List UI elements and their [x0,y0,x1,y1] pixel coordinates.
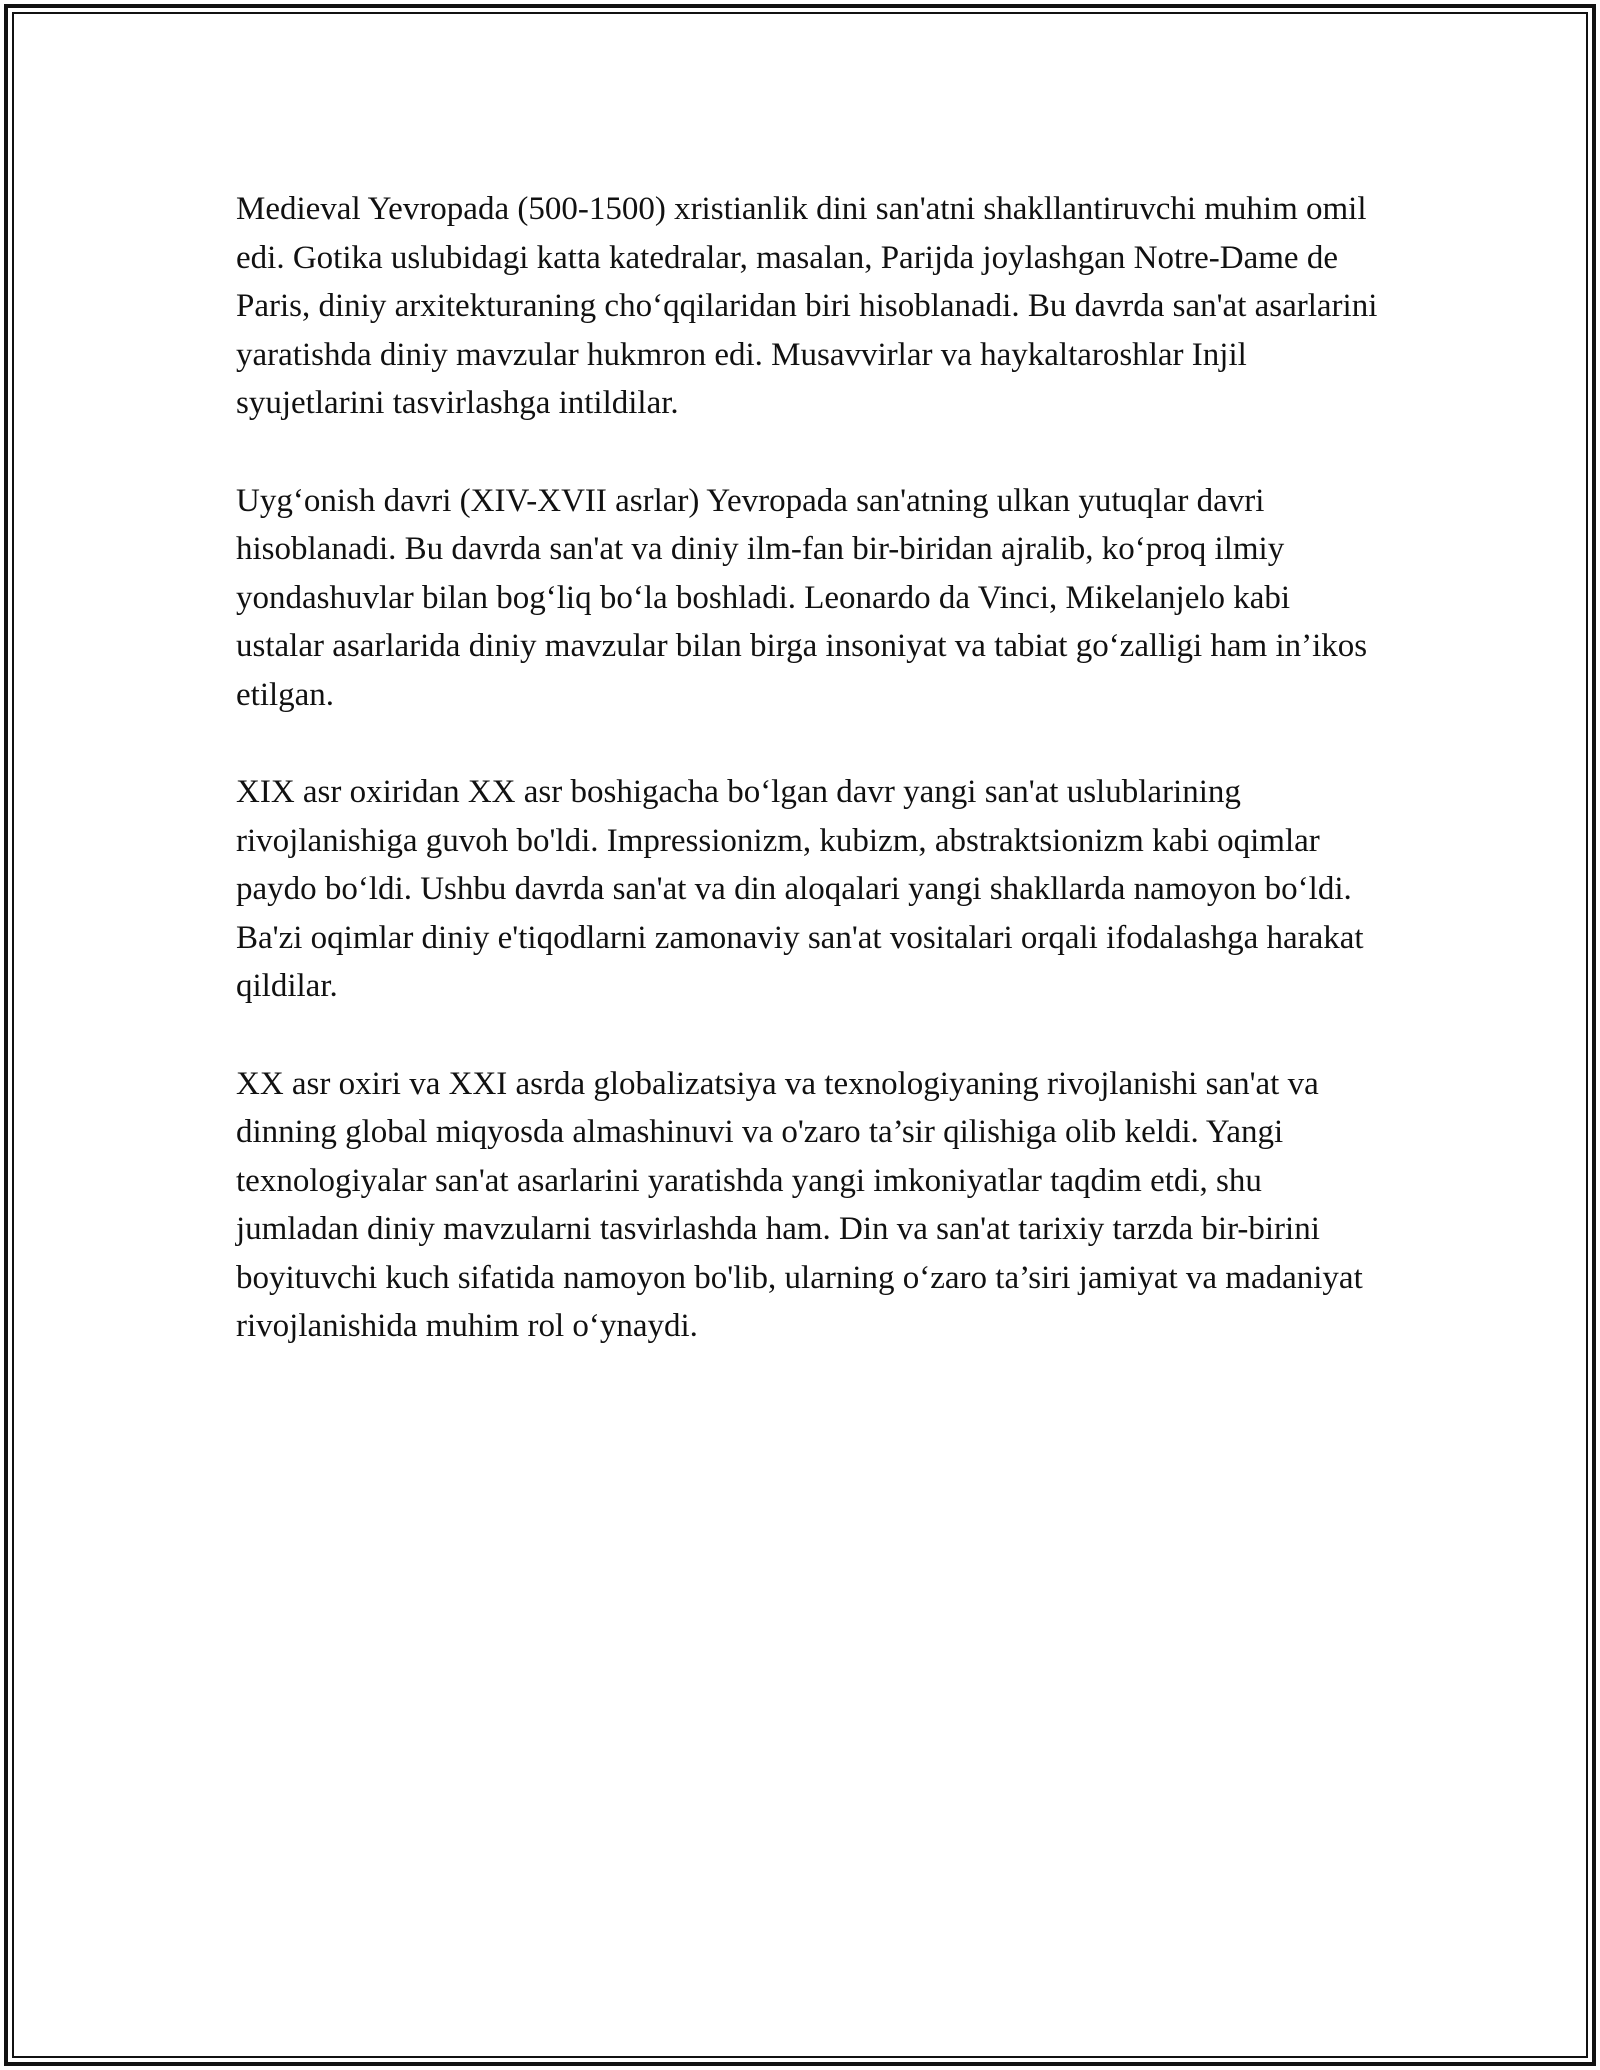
paragraph-modern-art: XIX asr oxiridan XX asr boshigacha bo‘lgan davr yangi san'at uslublarining rivojlanishiga guvoh bo'ldi. Impressionizm, kubizm, abstraktsionizm kabi oqimlar paydo bo‘ldi. Ushbu davrda san'at va din aloqalari yangi shakllarda namoyon bo‘ldi. Ba'zi oqimlar diniy e'tiqodlarni zamonaviy san'at vositalari orqali ifodalashga harakat qildilar. [236,774,1364,1004]
document-body [236,185,1381,1400]
paragraph-medieval: Medieval Yevropada (500-1500) xristianlik dini san'atni shakllantiruvchi muhim omil edi. Gotika uslubidagi katta katedralar, masalan, Parijda joylashgan Notre-Dame de Paris, diniy arxitekturaning cho‘qqilaridan biri hisoblanadi. Bu davrda san'at asarlarini yaratishda diniy mavzular hukmron edi. Musavvirlar va haykaltaroshlar Injil syujetlarini tasvirlashga intildilar. [236,191,1378,421]
paragraph-renaissance: Uyg‘onish davri (XIV-XVII asrlar) Yevropada san'atning ulkan yutuqlar davri hisoblanadi. Bu davrda san'at va diniy ilm-fan bir-biridan ajralib, ko‘proq ilmiy yondashuvlar bilan bog‘liq bo‘la boshladi. Leonardo da Vinci, Mikelanjelo kabi ustalar asarlarida diniy mavzular bilan birga insoniyat va tabiat go‘zalligi ham in’ikos etilgan. [236,482,1368,713]
paragraph-globalization: XX asr oxiri va XXI asrda globalizatsiya va texnologiyaning rivojlanishi san'at va dinning global miqyosda almashinuvi va o'zaro ta’sir qilishiga olib keldi. Yangi texnologiyalar san'at asarlarini yaratishda yangi imkoniyatlar taqdim etdi, shu jumladan diniy mavzularni tasvirlashda ham. Din va san'at tarixiy tarzda bir-birini boyituvchi kuch sifatida namoyon bo'lib, ularning o‘zaro ta’siri jamiyat va madaniyat rivojlanishida muhim rol o‘ynaydi. [236,1065,1363,1344]
